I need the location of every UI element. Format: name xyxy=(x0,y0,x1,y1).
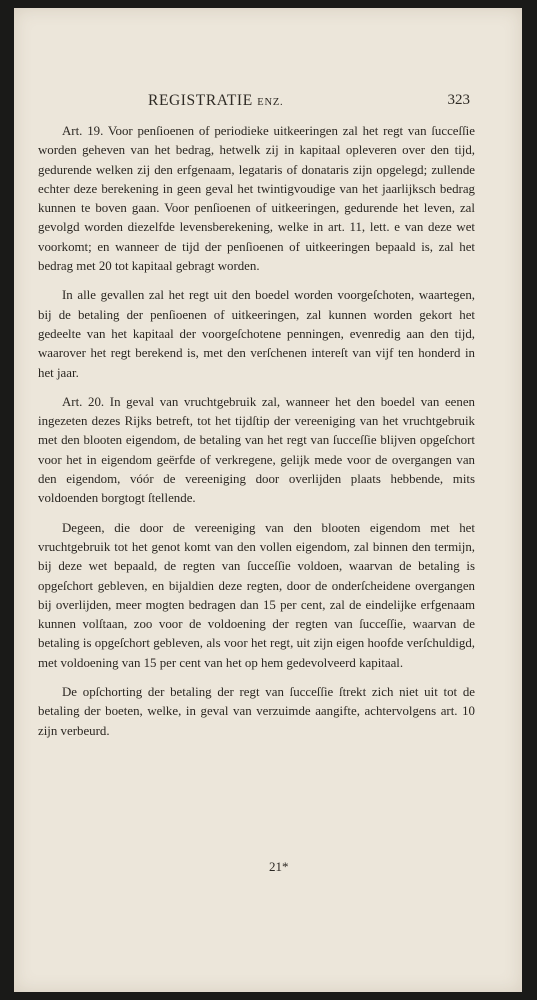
page-number: 323 xyxy=(447,92,470,108)
book-page xyxy=(14,8,522,992)
article-19-continuation-paragraph: In alle gevallen zal het regt uit den boedel worden voorgeſchoten, waartegen, bij de betaling der penſioenen of uitkeeringen, zal kunnen worden gekort het gedeelte van het kapitaal der voorgeſchotene penningen, evenredig aan den tijd, waarover het regt berekend is, met den verſchenen intereſt van vijf ten honderd in het jaar. xyxy=(38,288,475,380)
running-title-suffix: ENZ. xyxy=(257,97,284,108)
article-20-paragraph: Art. 20. In geval van vruchtgebruik zal, wanneer het den boedel van eenen ingezeten dezes Rijks betreft, tot het tijdſtip der vereeniging van het vruchtgebruik met den blooten eigendom, de betaling van het regt van ſucceſſie blijven opgeſchort voor het in eigendom geërfde of verkregene, gelijk mede voor de overgangen van den eigendom, vóór de vereeniging door overlijden plaats hebbende, mits voldoenden borgtogt ſtellende. xyxy=(38,394,475,506)
running-title: REGISTRATIE xyxy=(148,92,253,109)
article-20-third-paragraph: De opſchorting der betaling der regt van ſucceſſie ſtrekt zich niet uit tot de betaling der boeten, welke, in geval van verzuimde aangifte, achtervolgens art. 10 zijn verbeurd. xyxy=(38,685,475,738)
article-20-second-paragraph: Degeen, die door de vereeniging van den blooten eigendom met het vruchtgebruik tot het genot komt van den vollen eigendom, zal binnen den termijn, bij deze wet bepaald, de regten van ſucceſſie voldoen, waarvan de betaling is opgeſchort gebleven, en bijaldien deze regten, door de onderſcheidene overgangen bij overlijden, meer mogten bedragen dan 15 per cent, zal de eindelijke erfgenaam kunnen volſtaan, zoo voor de voldoening der regten van ſucceſſie, waarvan de betaling is opgeſchort gebleven, als voor het regt, uit zijn eigen hoofde verſchuldigd, met voldoening van 15 per cent van het op hem gedevolveerd kapitaal. xyxy=(38,520,475,670)
running-head xyxy=(148,92,284,110)
article-19-paragraph: Art. 19. Voor penſioenen of periodieke uitkeeringen zal het regt van ſucceſſie worden geheven van het bedrag, hetwelk zij in kapitaal opleveren over den tijd, gedurende welken zij den erfgenaam, legataris of donataris zijn opgelegd; zullende echter deze berekening in geen geval het twintigvoudige van het jaarlijksch bedrag kunnen te boven gaan. Voor penſioenen of uitkeeringen, gedurende het leven, zal gevolgd worden diezelfde levensberekening, welke in art. 11, lett. e van deze wet voorkomt; en wanneer de tijd der penſioenen of uitkeeringen bepaald is, zal het bedrag met 20 tot kapitaal gebragt worden. xyxy=(38,124,475,274)
body-text xyxy=(38,122,475,751)
signature-mark: 21* xyxy=(269,859,289,874)
page-header xyxy=(14,92,522,112)
